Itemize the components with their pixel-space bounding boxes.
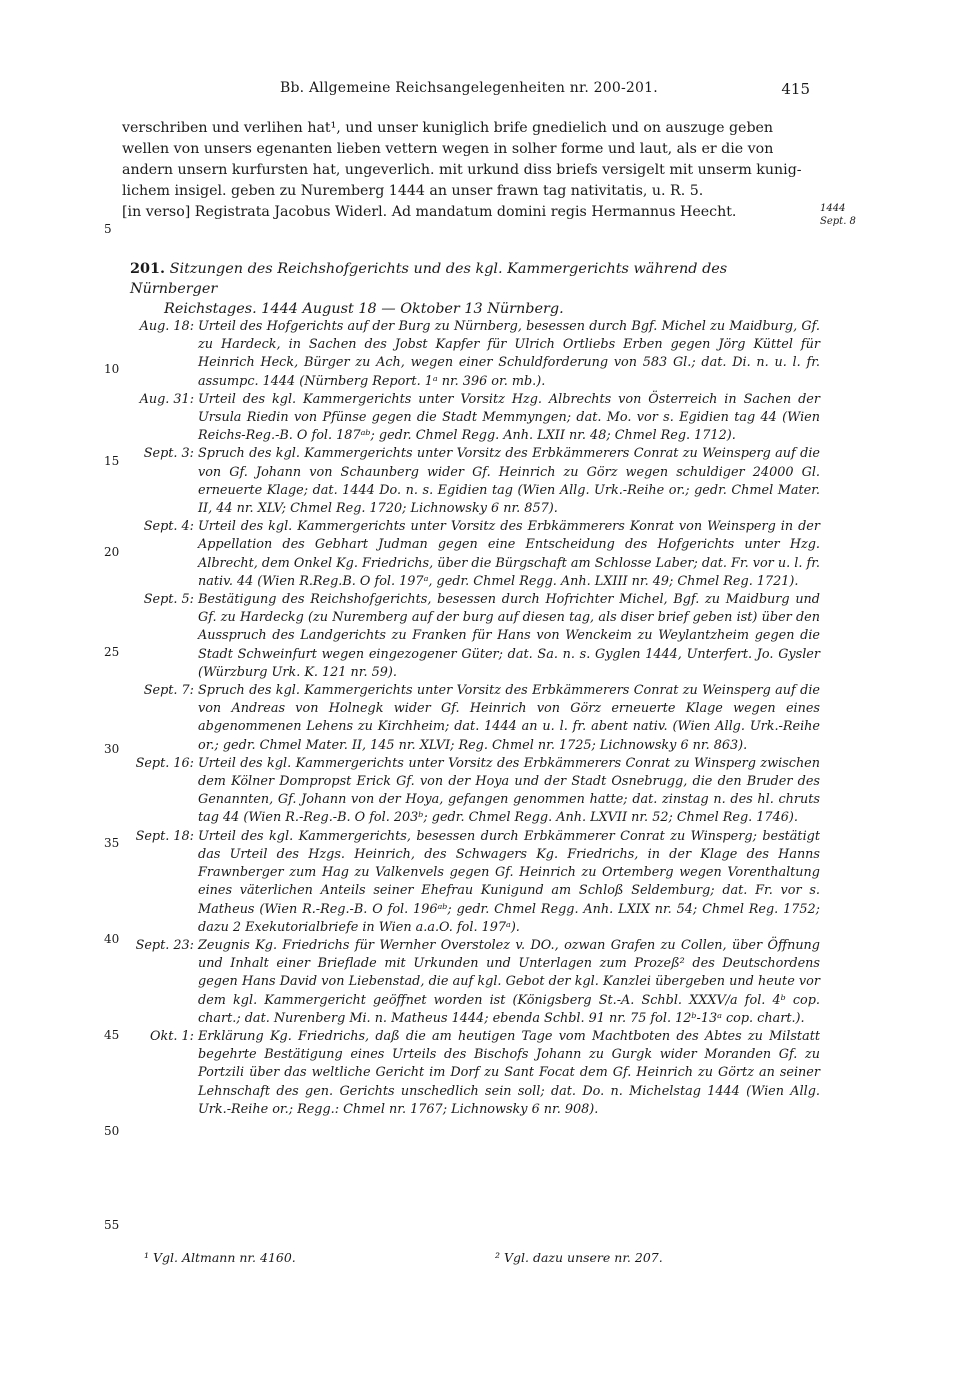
footnote-2: ² Vgl. dazu unsere nr. 207. [495,1250,663,1265]
entry-text: Urteil des kgl. Kammergerichts, besessen durch Erbkämmerer Conrat zu Winsperg; bestätigt das Urteil des Hzgs. Heinrich, des Schwagers Kg. Friedrichs, in der Klage des Hanns Frawnberger zum Hag zu Valkenvels gegen Gf. Heinrich zu Ortemberg wegen Vorenthaltung eines väterlichen Anteils seiner Ehefrau Kunigund am Schloß Seldemburg; dat. Fr. vor s. Matheus (Wien R.-Reg.-B. O fol. 196ᵃᵇ; gedr. Chmel Regg. Anh. LXIX nr. 54; Chmel Reg. 1752; dazu 2 Exekutorialbriefe in Wien a.a.O. fol. 197ᵃ). [198,828,820,935]
entry-date: Sept. 7: [143,683,194,699]
entry-text: Zeugnis Kg. Friedrichs für Wernher Overstolez v. DO., ozwan Grafen zu Collen, über Öffnung und Inhalt einer Brieflade mit Urkunden und Unterlagen zum Prozeß² des Deutschordens gegen Hans David von Liebenstad, die auf kgl. Gebot der kgl. Kanzlei übergeben und heute vor dem kgl. Kammergericht geöffnet worden ist (Königsberg St.-A. Schbl. XXXV/a fol. 4ᵇ cop. chart.; dat. Nurenberg Mi. n. Matheus 1444; ebenda Schbl. 91 nr. 75 fol. 12ᵇ-13ᵃ cop. chart.). [198,937,820,1026]
line-number: 25 [104,645,120,659]
list-item [120,682,820,755]
list-item [120,591,820,682]
continuation-text [122,118,814,223]
line-number: 50 [104,1124,120,1138]
entry-date: Sept. 5: [143,592,194,608]
line-number: 20 [104,545,120,559]
text-line: lichem insigel. geben zu Nuremberg 1444 an unser frawn tag nativitatis, u. R. 5. [122,183,704,199]
section-number: 201. [130,260,166,277]
page-number: 415 [781,80,810,98]
entry-list [120,318,820,1119]
entry-date: Sept. 4: [143,519,194,535]
list-item [120,937,820,1028]
line-number: 35 [104,836,120,850]
entry-date: Sept. 23: [135,937,194,953]
line-number: 10 [104,362,120,376]
section-heading [130,259,818,319]
section-title: Sitzungen des Reichshofgerichts und des kgl. Kammergerichts während des Nürnberger [130,261,728,297]
margin-date: 1444 Sept. 8 [820,203,856,227]
page-header [200,80,810,102]
text-line: andern unsern kurfursten hat, ungeverlich. mit urkund diss briefs versigelt mit unserm kunig- [122,162,802,178]
entry-date: Aug. 31: [139,391,194,407]
line-number: 5 [104,222,112,236]
list-item [120,828,820,937]
list-item [120,445,820,518]
entry-text: Urteil des kgl. Kammergerichts unter Vorsitz des Erbkämmerers Conrat zu Winsperg zwischen dem Kölner Dompropst Erick Gf. von der Hoya und der Stadt Osnebrugg, die den Bruder des Genannten, Gf. Johann von der Hoya, gefangen genommen hatte; dat. zinstag n. des hl. chruts tag 44 (Wien R.-Reg.-B. O fol. 203ᵇ; gedr. Chmel Regg. Anh. LXVII nr. 52; Chmel Reg. 1746). [198,755,820,826]
line-number: 45 [104,1028,120,1042]
list-item [120,318,820,391]
entry-date: Aug. 18: [139,319,194,334]
list-item [120,518,820,591]
line-number: 55 [104,1218,120,1232]
entry-text: Urteil des Hofgerichts auf der Burg zu Nürnberg, besessen durch Bgf. Michel zu Maidburg, Gf. zu Hardeck, in Sachen des Jobst Kapfer für Ulrich Ortliebs Erben gegen Jörg Küttel für Heinrich Heck, Bürger zu Ach, wegen einer Schuldforderung von 583 Gl.; dat. Di. n. u. l. fr. assumpc. 1444 (Nürnberg Report. 1ᵃ nr. 396 or. mb.). [198,319,820,389]
entry-date: Sept. 16: [135,755,194,771]
entry-text: Urteil des kgl. Kammergerichts unter Vorsitz Hzg. Albrechts von Österreich in Sachen der Ursula Riedin von Pfünse gegen die Stadt Memmyngen; dat. Mo. vor s. Egidien tag 44 (Wien Reichs-Reg.-B. O fol. 187ᵃᵇ; gedr. Chmel Regg. Anh. LXII nr. 48; Chmel Reg. 1712). [198,391,820,444]
entry-text: Erklärung Kg. Friedrichs, daß die am heutigen Tage vom Machtboten des Abtes zu Milstatt begehrte Bestätigung eines Urteils des Bischofs Johann zu Gurgk wider Moranden Gf. zu Portzili über das weltliche Gericht im Dorf zu Sant Focat dem Gf. Heinrich zu Görtz an seiner Lehnschaft des gen. Gerichts unschedlich sein soll; dat. Do. n. Michelstag 1444 (Wien Allg. Urk.-Reihe or.; Regg.: Chmel nr. 1767; Lichnowsky 6 nr. 908). [198,1028,820,1117]
entry-date: Sept. 18: [135,828,194,844]
running-title: Bb. Allgemeine Reichsangelegenheiten nr. 200-201. [280,80,658,96]
section-title-date: Reichstages. 1444 August 18 — Oktober 13 Nürnberg. [164,301,564,317]
footnote-1: ¹ Vgl. Altmann nr. 4160. [144,1250,296,1265]
entry-text: Bestätigung des Reichshofgerichts, besessen durch Hofrichter Michel, Bgf. zu Maidburg und Gf. zu Hardeckg (zu Nuremberg auf der burg auf diesen tag, als diser brief geben ist) über den Ausspruch des Landgerichts zu Franken für Hans von Wenckeim zu Weylantzheim gegen die Stadt Schweinfurt wegen eingezogener Güter; dat. Sa. n. s. Gyglen 1444, Unterfert. Jo. Gysler (Würzburg Urk. K. 121 nr. 59). [198,592,820,680]
entry-text: Urteil des kgl. Kammergerichts unter Vorsitz des Erbkämmerers Konrat von Weinsperg in der Appellation des Gebhart Judman gegen eine Entscheidung des Hofgerichts unter Hzg. Albrecht, dem Onkel Kg. Friedrichs, über die Bürgschaft am Schlosse Laber; dat. Fr. vor u. l. fr. nativ. 44 (Wien R.Reg.B. O fol. 197ᵃ, gedr. Chmel Regg. Anh. LXIII nr. 49; Chmel Reg. 1721). [198,519,820,589]
text-line: wellen von unsers egenanten lieben vettern wegen in solher forme und laut, als er die von [122,141,774,157]
list-item [120,755,820,828]
text-line: verschriben und verlihen hat¹, und unser kuniglich brife gnedielich und on auszuge geben [122,120,774,136]
line-number: 40 [104,932,120,946]
line-number: 15 [104,454,120,468]
line-number: 30 [104,742,120,756]
entry-date: Okt. 1: [150,1028,194,1044]
entry-date: Sept. 3: [143,446,194,462]
text-line: [in verso] Registrata Jacobus Widerl. Ad mandatum domini regis Hermannus Heecht. [122,204,737,220]
entry-text: Spruch des kgl. Kammergerichts unter Vorsitz des Erbkämmerers Conrat zu Weinsperg auf die von Gf. Johann von Schaunberg wider Gf. Heinrich zu Görz wegen schuldiger 24000 Gl. erneuerte Klage; dat. 1444 Do. n. s. Egidien tag (Wien Allg. Urk.-Reihe or.; gedr. Chmel Mater. II, 44 nr. XLV; Chmel Reg. 1720; Lichnowsky 6 nr. 857). [198,446,820,517]
list-item [120,391,820,446]
list-item [120,1028,820,1119]
entry-text: Spruch des kgl. Kammergerichts unter Vorsitz des Erbkämmerers Conrat zu Weinsperg auf die von Andreas von Holnegk wider Gf. Heinrich von Görz erneuerte Klage wegen eines abgenommenen Lehens zu Kirchheim; dat. 1444 an u. l. fr. abent nativ. (Wien Allg. Urk.-Reihe or.; gedr. Chmel Mater. II, 145 nr. XLVI; Reg. Chmel nr. 1725; Lichnowsky 6 nr. 863). [198,683,820,753]
